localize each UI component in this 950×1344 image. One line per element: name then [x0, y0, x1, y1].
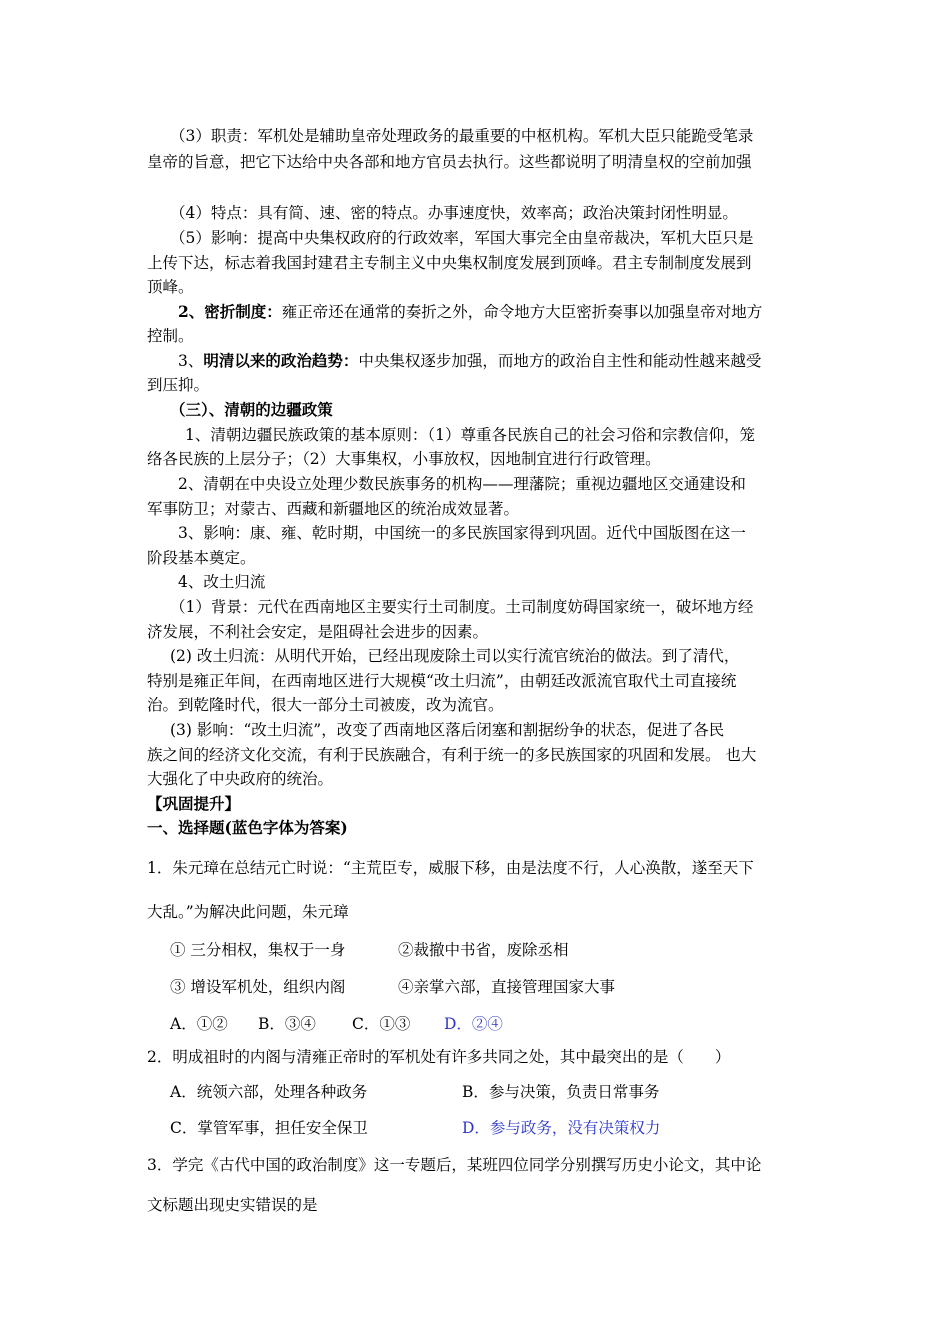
q1-option-d-answer: D．②④ — [444, 1015, 503, 1033]
text-span: 雍正帝还在通常的奏折之外，命令地方大臣密折奏事以加强皇帝对地方 — [281, 303, 763, 321]
text-span: 中央集权逐步加强，而地方的政治自主性和能动性越来越受 — [358, 352, 762, 370]
question-1-stem: 1．朱元璋在总结元亡时说：“主荒臣专，威服下移，由是法度不行，人心涣散，遂至天下 — [147, 859, 754, 877]
text-span: 3、 — [178, 352, 204, 370]
question-2-stem: 2．明成祖时的内阁与清雍正帝时的军机处有许多共同之处，其中最突出的是（ ） — [147, 1048, 731, 1066]
text-line: 控制。 — [147, 327, 194, 345]
text-line: 济发展，不利社会安定，是阻碍社会进步的因素。 — [147, 623, 489, 641]
bold-heading: 明清以来的政治趋势： — [203, 351, 359, 370]
q2-option-a: A．统领六部，处理各种政务 — [170, 1083, 368, 1101]
section-heading: （三）、清朝的边疆政策 — [170, 400, 333, 419]
bold-heading: 2、密折制度： — [178, 302, 282, 321]
question-3-stem: 3．学完《古代中国的政治制度》这一专题后，某班四位同学分别撰写历史小论文，其中论 — [147, 1156, 762, 1174]
text-line: 族之间的经济文化交流，有利于民族融合，有利于统一的多民族国家的巩固和发展。 也大 — [147, 746, 757, 764]
q1-item-4: ④亲掌六部，直接管理国家大事 — [398, 978, 616, 996]
q1-option-a: A．①② — [170, 1015, 228, 1033]
text-line: 治。到乾隆时代，很大一部分土司被废，改为流官。 — [147, 696, 504, 714]
section-heading: 【巩固提升】 — [147, 794, 241, 813]
question-3-stem-cont: 文标题出现史实错误的是 — [147, 1196, 318, 1214]
text-line: 特别是雍正年间，在西南地区进行大规模“改土归流”，由朝廷改派流官取代土司直接统 — [147, 672, 737, 690]
text-line: （1）背景：元代在西南地区主要实行土司制度。土司制度妨碍国家统一，破坏地方经 — [170, 598, 754, 616]
text-line: (3) 影响：“改土归流”，改变了西南地区落后闭塞和割据纷争的状态，促进了各民 — [170, 721, 725, 739]
q1-item-3: ③ 增设军机处，组织内阁 — [170, 978, 346, 996]
text-line: 到压抑。 — [147, 376, 210, 394]
text-line: 络各民族的上层分子；（2）大事集权，小事放权，因地制宜进行行政管理。 — [147, 450, 661, 468]
text-line: 3、影响：康、雍、乾时期，中国统一的多民族国家得到巩固。近代中国版图在这一 — [178, 524, 746, 542]
q2-option-c: C．掌管军事，担任安全保卫 — [170, 1119, 368, 1137]
text-line: 2、清朝在中央设立处理少数民族事务的机构——理藩院；重视边疆地区交通建设和 — [178, 475, 746, 493]
text-line — [178, 300, 838, 324]
q2-option-b: B．参与决策，负责日常事务 — [462, 1083, 660, 1101]
section-heading: 一、选择题(蓝色字体为答案) — [147, 818, 348, 837]
text-line: 4、改土归流 — [178, 573, 266, 591]
text-line: 皇帝的旨意，把它下达给中央各部和地方官员去执行。这些都说明了明清皇权的空前加强 — [147, 153, 752, 171]
q2-option-d-answer: D．参与政务，没有决策权力 — [462, 1119, 661, 1137]
text-line: 阶段基本奠定。 — [147, 549, 256, 567]
text-line: 大强化了中央政府的统治。 — [147, 770, 334, 788]
q1-option-c: C．①③ — [352, 1015, 411, 1033]
text-line: 上传下达，标志着我国封建君主专制主义中央集权制度发展到顶峰。君主专制制度发展到 — [147, 254, 752, 272]
text-line — [178, 349, 838, 373]
text-line: 顶峰。 — [147, 278, 194, 296]
text-line: （3）职责：军机处是辅助皇帝处理政务的最重要的中枢机构。军机大臣只能跪受笔录 — [170, 127, 754, 145]
q1-item-1: ① 三分相权，集权于一身 — [170, 941, 346, 959]
q1-option-b: B．③④ — [258, 1015, 316, 1033]
text-line: （5）影响：提高中央集权政府的行政效率，军国大事完全由皇帝裁决，军机大臣只是 — [170, 229, 754, 247]
text-line: （4）特点：具有简、速、密的特点。办事速度快，效率高；政治决策封闭性明显。 — [170, 204, 738, 222]
q1-item-2: ②裁撤中书省，废除丞相 — [398, 941, 569, 959]
text-line: 1、清朝边疆民族政策的基本原则：（1）尊重各民族自己的社会习俗和宗教信仰，笼 — [185, 426, 755, 444]
text-line: 军事防卫；对蒙古、西藏和新疆地区的统治成效显著。 — [147, 500, 520, 518]
question-1-stem-cont: 大乱。”为解决此问题，朱元璋 — [147, 903, 349, 921]
text-line: (2) 改土归流：从明代开始，已经出现废除土司以实行流官统治的做法。到了清代， — [170, 647, 740, 665]
